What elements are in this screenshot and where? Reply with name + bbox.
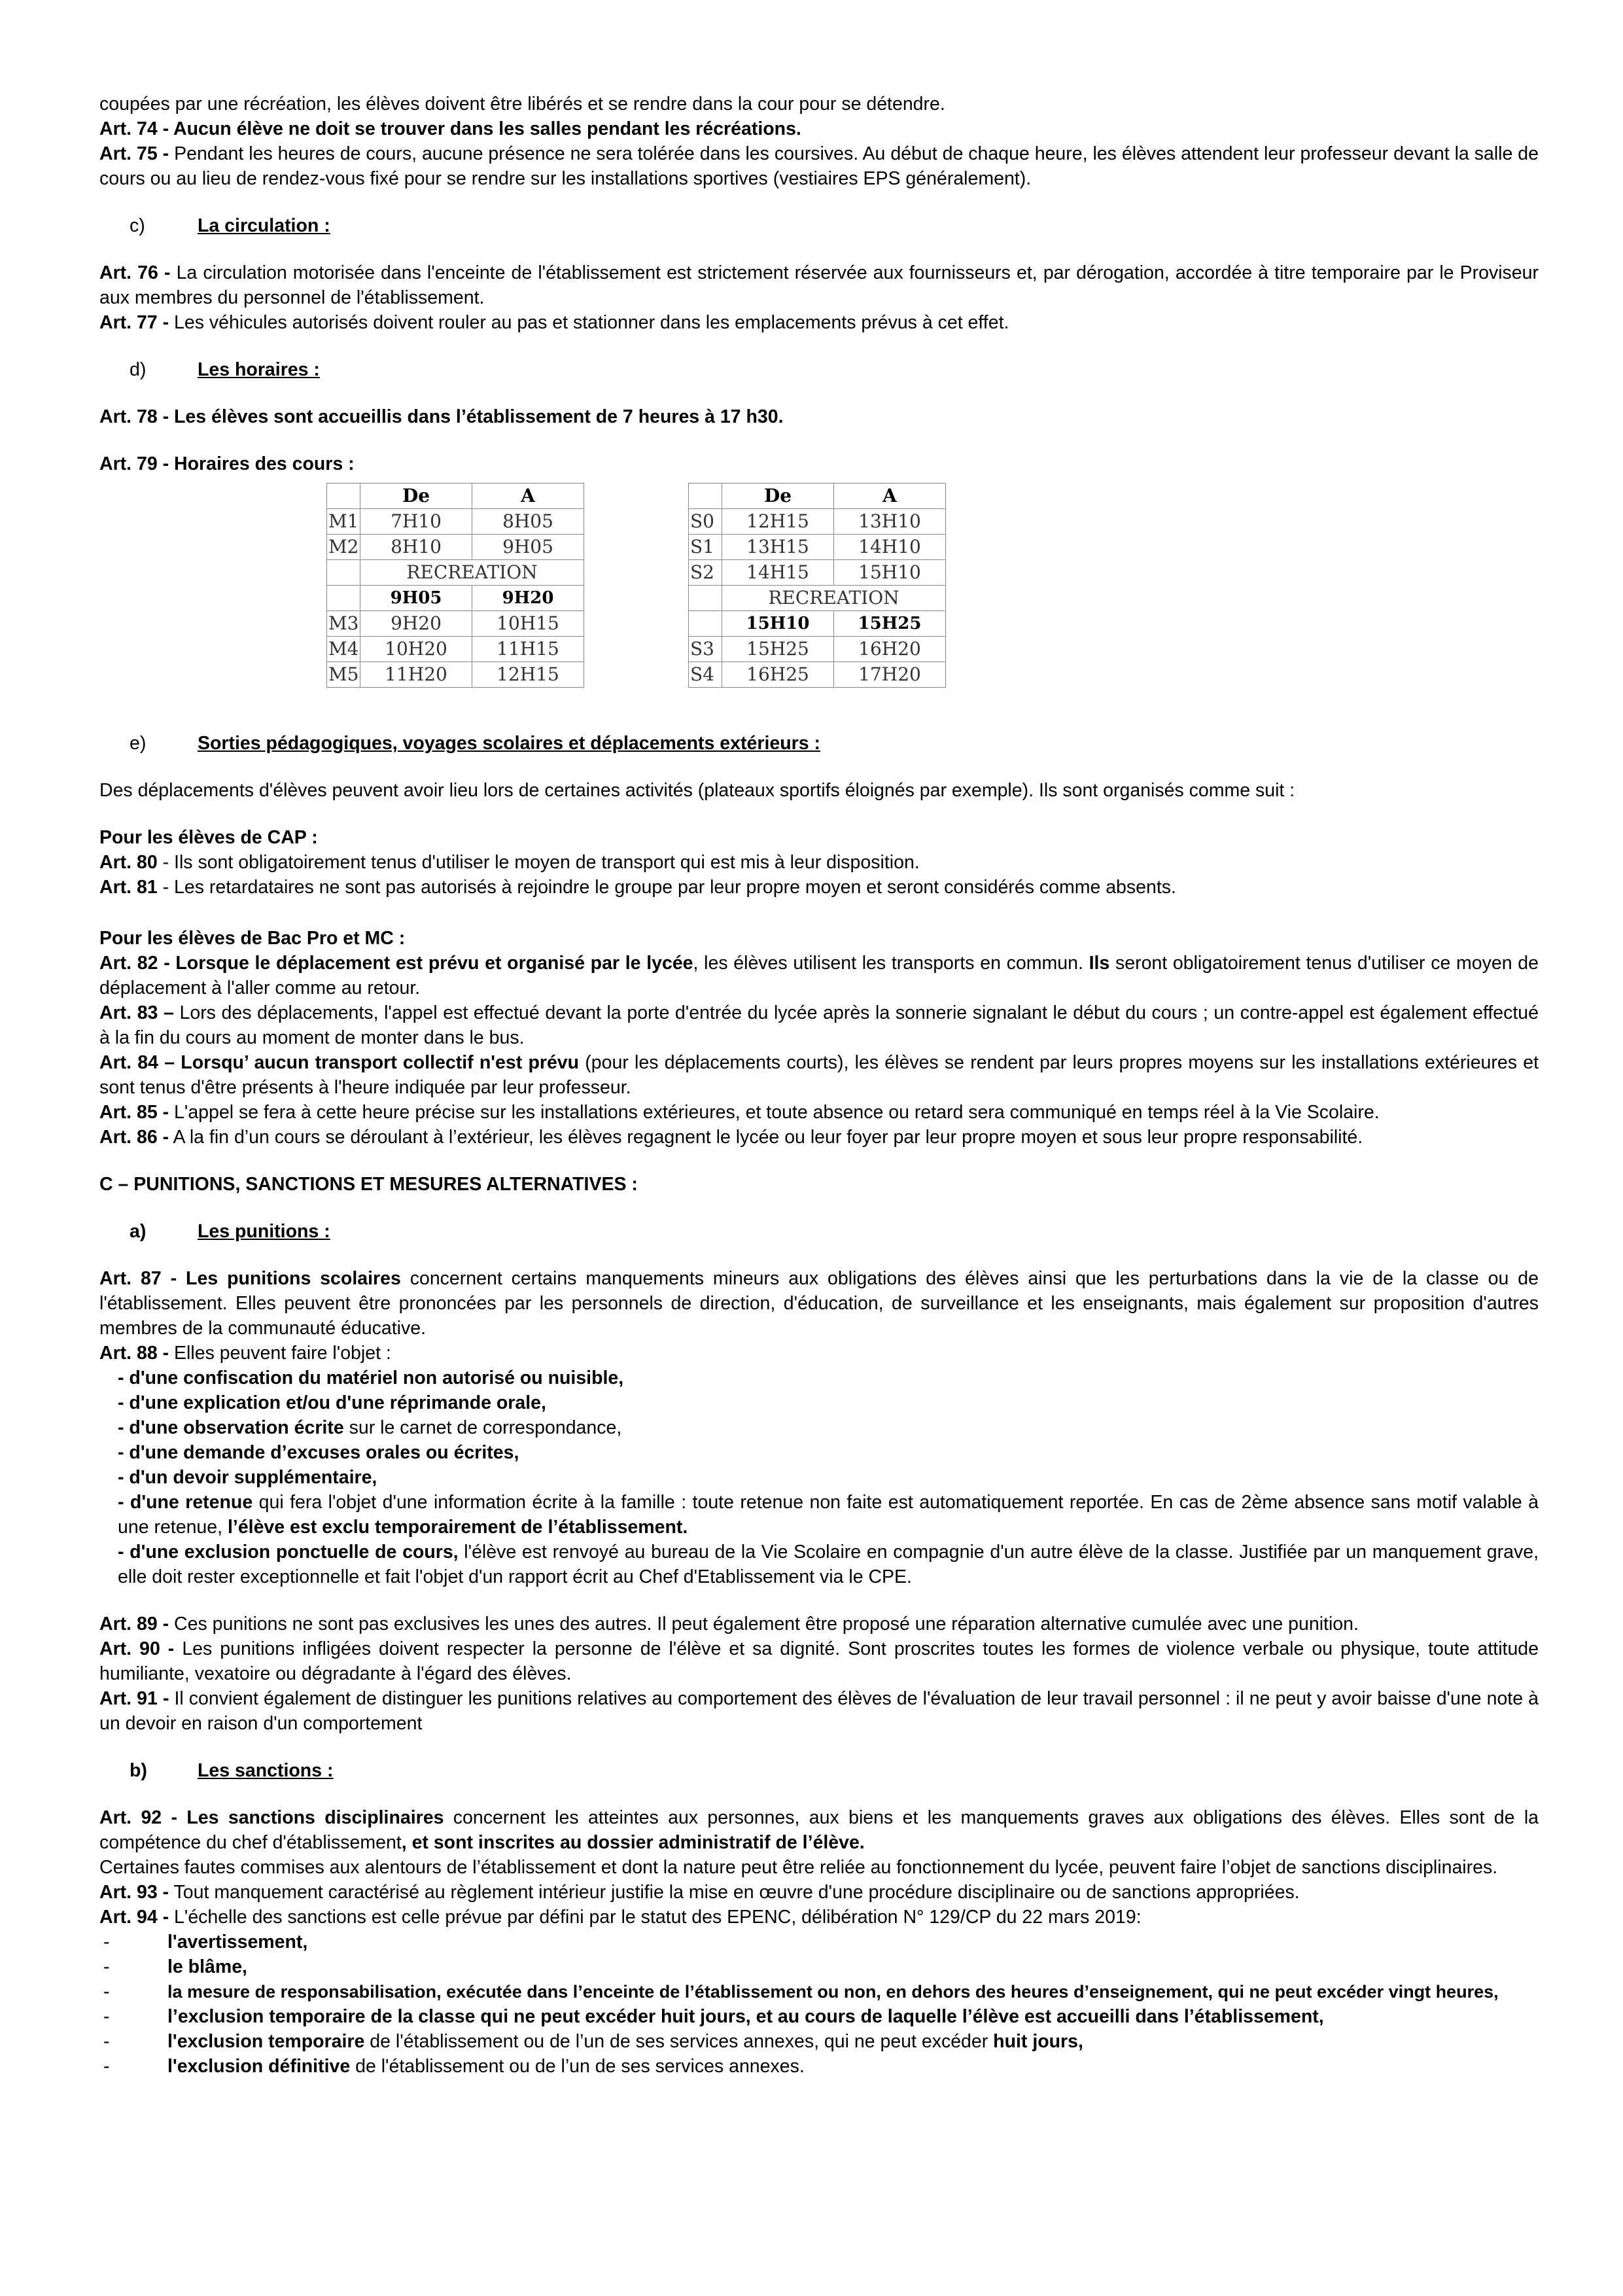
table-row: M4 10H20 11H15 [327,637,584,662]
table-row: M5 11H20 12H15 [327,662,584,688]
list-item: - l'avertissement, [103,1932,308,1952]
list-item: - l’exclusion temporaire de la classe qui ne peut excéder huit jours, et au cours de laquelle l’élève est accueilli dans l’établissement, [103,2006,1324,2027]
sanctions-list [99,1930,1539,2079]
cap-heading: Pour les élèves de CAP : [99,827,318,848]
section-c-heading: C – PUNITIONS, SANCTIONS ET MESURES ALTERNATIVES : [99,1174,638,1195]
article-85: Art. 85 - L'appel se fera à cette heure précise sur les installations extérieures, et toute absence ou retard sera communiqué en temps réel à la Vie Scolaire. [99,1102,1380,1123]
article-76: Art. 76 - La circulation motorisée dans l'enceinte de l'établissement est strictement réservée aux fournisseurs et, par dérogation, accordée à titre temporaire par le Proviseur aux membres du personnel de l'établissement. [99,262,1539,308]
break-row: RECREATION [327,560,584,586]
article-81: Art. 81 - Les retardataires ne sont pas autorisés à rejoindre le groupe par leur propre moyen et seront considérés comme absents. [99,877,1176,898]
table-row: S3 15H25 16H20 [689,637,946,662]
table-row: S0 12H15 13H10 [689,509,946,535]
list-item: - la mesure de responsabilisation, exécutée dans l’enceinte de l’établissement ou non, en dehors des heures d’enseignement, qui ne peut excéder vingt heures, [103,1981,1499,2002]
table-row: M3 9H20 10H15 [327,611,584,637]
article-78: Art. 78 - Les élèves sont accueillis dans l’établissement de 7 heures à 17 h30. [99,406,784,427]
morning-schedule-table: De A M1 7H10 8H05 M2 8H10 9H05 RECREATION 9H05 9H20 M3 9H20 10H15 M4 10H20 11H15 M5 11H20 12H15 [326,483,584,688]
article-90: Art. 90 - Les punitions infligées doivent respecter la personne de l'élève et sa dignité. Sont proscrites toutes les formes de violence verbale ou physique, toute attitude humiliante, vexatoire ou dégradante à l'égard des élèves. [99,1638,1539,1684]
list-item: - l'exclusion définitive de l'établissement ou de l’un de ses services annexes. [103,2056,805,2077]
article-92: Art. 92 - Les sanctions disciplinaires concernent les atteintes aux personnes, aux biens et les manquements graves aux obligations des élèves. Elles sont de la compétence du chef d'établissement, et sont inscrites au dossier administratif de l’élève. [99,1807,1539,1853]
table-row: M1 7H10 8H05 [327,509,584,535]
break-row: RECREATION [689,586,946,611]
list-item: - le blâme, [103,1956,247,1977]
table-row: S2 14H15 15H10 [689,560,946,586]
list-item: - d'une observation écrite sur le carnet de correspondance, [118,1417,622,1438]
article-79: Art. 79 - Horaires des cours : [99,453,355,474]
list-item: - d'une explication et/ou d'une réprimande orale, [118,1392,546,1413]
break-times-row: 9H05 9H20 [327,586,584,611]
paragraph: coupées par une récréation, les élèves doivent être libérés et se rendre dans la cour pour se détendre. [99,94,945,115]
article-83: Art. 83 – Lors des déplacements, l'appel est effectué devant la porte d'entrée du lycée après la sonnerie signalant le début du cours ; un contre-appel est également effectué à la fin du cours au moment de monter dans le bus. [99,1002,1539,1048]
subsection-horaires: d) Les horaires : [130,359,320,380]
article-94: Art. 94 - L'échelle des sanctions est celle prévue par défini par le statut des EPENC, délibération N° 129/CP du 22 mars 2019: [99,1907,1142,1928]
article-80: Art. 80 - Ils sont obligatoirement tenus d'utiliser le moyen de transport qui est mis à leur disposition. [99,852,920,873]
list-item: - d'une confiscation du matériel non autorisé ou nuisible, [118,1368,624,1388]
article-84: Art. 84 – Lorsqu’ aucun transport collectif n'est prévu (pour les déplacements courts), les élèves se rendent par leurs propres moyens sur les installations extérieures et sont tenus d'être présents à l'heure indiquée par leur professeur. [99,1052,1539,1098]
article-89: Art. 89 - Ces punitions ne sont pas exclusives les unes des autres. Il peut également être proposé une réparation alternative cumulée avec une punition. [99,1614,1359,1634]
subsection-punitions: a) Les punitions : [130,1221,330,1242]
article-93: Art. 93 - Tout manquement caractérisé au règlement intérieur justifie la mise en œuvre d'une procédure disciplinaire ou de sanctions appropriées. [99,1882,1300,1903]
article-87: Art. 87 - Les punitions scolaires concernent certains manquements mineurs aux obligations des élèves ainsi que les perturbations dans la vie de la classe ou de l'établissement. Elles peuvent être prononcées par les personnels de direction, d'éducation, de surveillance et les enseignants, mais également sur proposition d'autres membres de la communauté éducative. [99,1268,1539,1339]
article-75: Art. 75 - Pendant les heures de cours, aucune présence ne sera tolérée dans les coursives. Au début de chaque heure, les élèves attendent leur professeur devant la salle de cours ou au lieu de rendez-vous fixé pour se rendre sur les installations sportives (vestiaires EPS généralement). [99,143,1539,189]
article-91: Art. 91 - Il convient également de distinguer les punitions relatives au comportement des élèves de l'évaluation de leur travail personnel : il ne peut y avoir baisse d'une note à un devoir en raison d'un comportement [99,1688,1539,1734]
article-86: Art. 86 - A la fin d’un cours se déroulant à l’extérieur, les élèves regagnent le lycée ou leur foyer par leur propre moyen et sous leur propre responsabilité. [99,1127,1363,1148]
list-item: - d'un devoir supplémentaire, [118,1467,377,1488]
article-77: Art. 77 - Les véhicules autorisés doivent rouler au pas et stationner dans les emplacements prévus à cet effet. [99,312,1009,333]
list-item: - d'une retenue qui fera l'objet d'une information écrite à la famille : toute retenue non faite est automatiquement reportée. En cas de 2ème absence sans motif valable à une retenue, l’élève est exclu temporairement de l’établissement. [118,1492,1539,1538]
article-82: Art. 82 - Lorsque le déplacement est prévu et organisé par le lycée, les élèves utilisent les transports en commun. Ils seront obligatoirement tenus d'utiliser ce moyen de déplacement à l'aller comme au retour. [99,953,1539,998]
article-74: Art. 74 - Aucun élève ne doit se trouver dans les salles pendant les récréations. [99,118,801,139]
table-row: S1 13H15 14H10 [689,535,946,560]
schedule-tables [99,483,1539,709]
subsection-sanctions: b) Les sanctions : [130,1760,334,1781]
paragraph: Certaines fautes commises aux alentours de l’établissement et dont la nature peut être reliée au fonctionnement du lycée, peuvent faire l’objet de sanctions disciplinaires. [99,1857,1498,1878]
document-page [99,92,1539,2079]
table-row: S4 16H25 17H20 [689,662,946,688]
subsection-circulation: c) La circulation : [130,215,330,236]
bac-heading: Pour les élèves de Bac Pro et MC : [99,928,406,949]
afternoon-schedule-table: De A S0 12H15 13H10 S1 13H15 14H10 S2 14H15 15H10 RECREATION 15H10 15H25 S3 15H25 16H20 S4 16H25 17H20 [688,483,946,688]
article-88: Art. 88 - Elles peuvent faire l'objet : [99,1343,391,1364]
subsection-sorties: e) Sorties pédagogiques, voyages scolaires et déplacements extérieurs : [130,733,820,754]
break-times-row: 15H10 15H25 [689,611,946,637]
punishment-list [99,1366,1539,1589]
paragraph: Des déplacements d'élèves peuvent avoir lieu lors de certaines activités (plateaux sportifs éloignés par exemple). Ils sont organisés comme suit : [99,780,1295,801]
table-row: M2 8H10 9H05 [327,535,584,560]
list-item: - d'une exclusion ponctuelle de cours, l'élève est renvoyé au bureau de la Vie Scolaire en compagnie d'un autre élève de la classe. Justifiée par un manquement grave, elle doit rester exceptionnelle et fait l'objet d'un rapport écrit au Chef d'Etablissement via le CPE. [118,1542,1539,1587]
list-item: - d'une demande d’excuses orales ou écrites, [118,1442,519,1463]
list-item: - l'exclusion temporaire de l'établissement ou de l’un de ses services annexes, qui ne peut excéder huit jours, [103,2031,1083,2052]
